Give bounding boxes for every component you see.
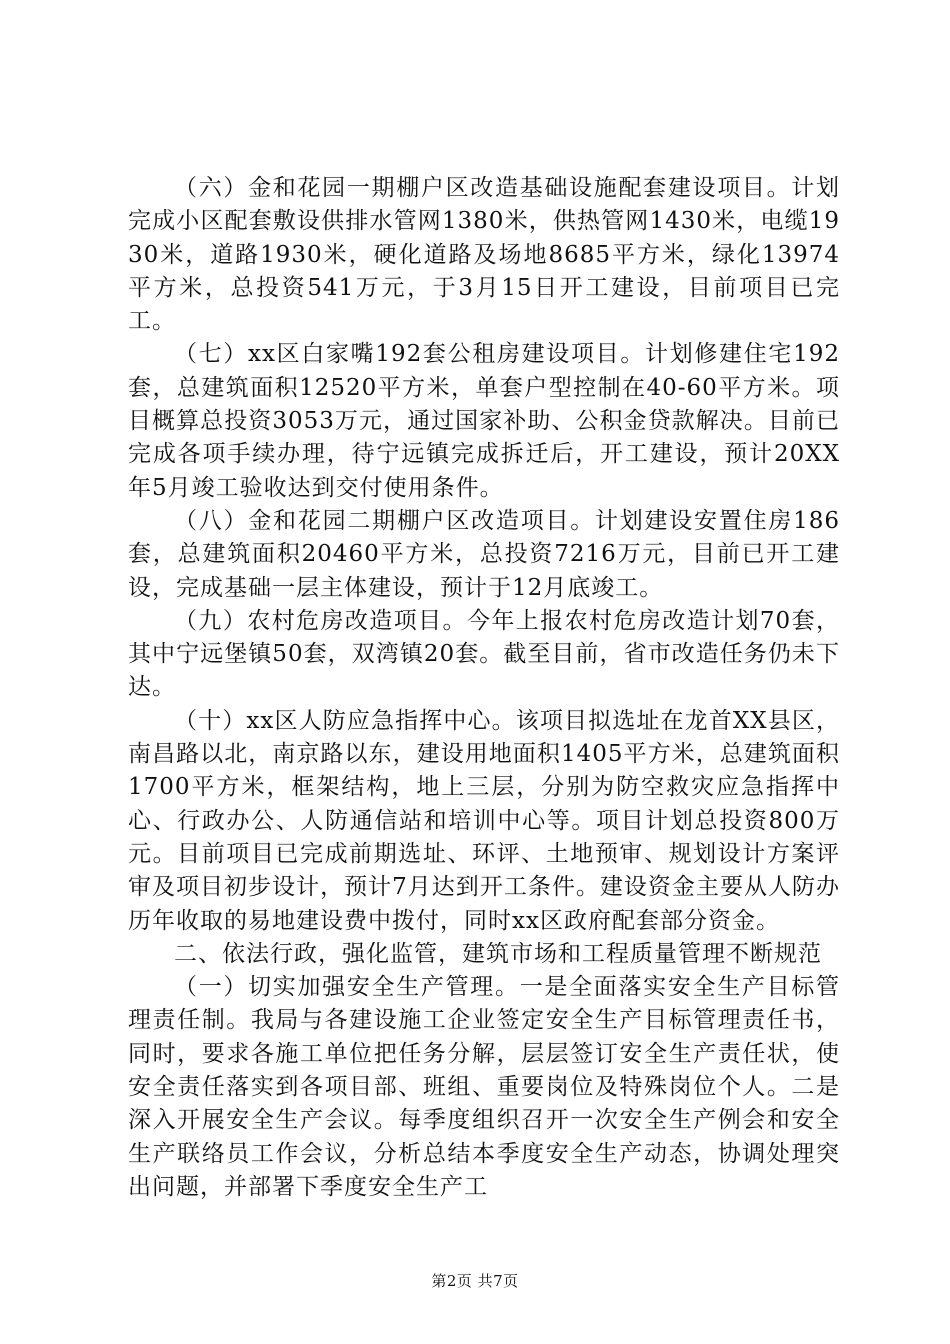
paragraph-project-8: （八）金和花园二期棚户区改造项目。计划建设安置住房186套，总建筑面积20460平方米，总投资7216万元，目前已开工建设，完成基础一层主体建设，预计于12月底竣工。 <box>128 507 840 601</box>
paragraph-project-7: （七）xx区白家嘴192套公租房建设项目。计划修建住宅192套，总建筑面积12520平方米，单套户型控制在40-60平方米。项目概算总投资3053万元，通过国家补助、公积金贷款解决。目前已完成各项手续办理，待宁远镇完成拆迁后，开工建设，预计20XX年5月竣工验收达到交付使用条件。 <box>128 341 840 501</box>
paragraph-project-10: （十）xx区人防应急指挥中心。该项目拟选址在龙首XX县区，南昌路以北，南京路以东，建设用地面积1405平方米，总建筑面积1700平方米，框架结构，地上三层，分别为防空救灾应急指挥中心、行政办公、人防通信站和培训中心等。项目计划总投资800万元。目前项目已完成前期选址、环评、土地预审、规划设计方案评审及项目初步设计，预计7月达到开工条件。建设资金主要从人防办历年收取的易地建设费中拨付，同时xx区政府配套部分资金。 <box>128 707 840 934</box>
document-body <box>128 172 840 1204</box>
page-number-footer: 第2页 共7页 <box>431 1272 519 1290</box>
section-heading-2: 二、依法行政，强化监管，建筑市场和工程质量管理不断规范 <box>174 940 822 967</box>
paragraph-project-6: （六）金和花园一期棚户区改造基础设施配套建设项目。计划完成小区配套敷设供排水管网1380米，供热管网1430米，电缆1930米，道路1930米，硬化道路及场地8685平方米，绿化13974平方米，总投资541万元，于3月15日开工建设，目前项目已完工。 <box>128 175 840 335</box>
paragraph-project-9: （九）农村危房改造项目。今年上报农村危房改造计划70套，其中宁远堡镇50套，双湾镇20套。截至目前，省市改造任务仍未下达。 <box>128 607 840 701</box>
paragraph-safety-management: （一）切实加强安全生产管理。一是全面落实安全生产目标管理责任制。我局与各建设施工企业签定安全生产目标管理责任书，同时，要求各施工单位把任务分解，层层签订安全生产责任状，使安全责任落实到各项目部、班组、重要岗位及特殊岗位个人。二是深入开展安全生产会议。每季度组织召开一次安全生产例会和安全生产联络员工作会议，分析总结本季度安全生产动态，协调处理突出问题，并部署下季度安全生产工 <box>128 974 840 1200</box>
